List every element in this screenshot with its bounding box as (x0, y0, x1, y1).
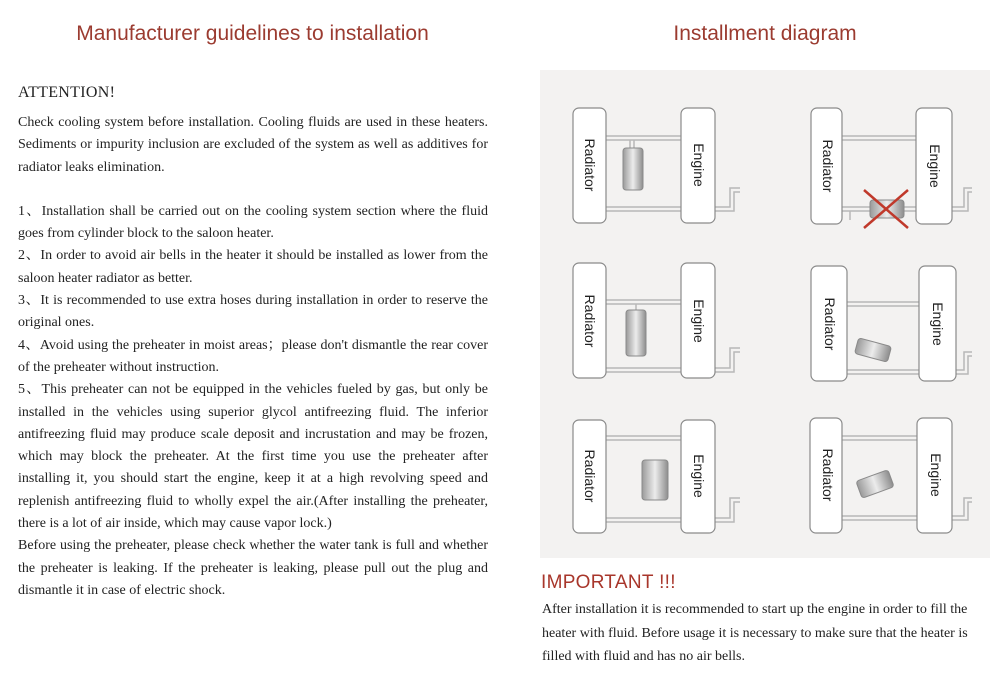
engine-label: Engine (927, 144, 943, 188)
engine-label: Engine (930, 302, 946, 346)
intro-paragraph: Check cooling system before installation. Cooling fluids are used in these heaters. Sediments or impurity inclusion are excluded of the system as well as additives for radiator leaks elimination. (18, 115, 488, 175)
diagram-svg (540, 70, 990, 558)
radiator-label: Radiator (582, 138, 598, 192)
guideline-item-3: 3、It is recommended to use extra hoses during installation in order to reserve the original ones. (18, 293, 488, 331)
important-text: After installation it is recommended to start up the engine in order to fill the heater with fluid. Before usage it is necessary to make sure that the heater is filled with fluid and has no air bells. (542, 602, 968, 664)
radiator-label: Radiator (820, 448, 836, 502)
engine-label: Engine (691, 299, 707, 343)
diagram-4 (811, 266, 972, 381)
diagram-title: Installment diagram (673, 22, 857, 45)
radiator-label: Radiator (820, 139, 836, 193)
radiator-label: Radiator (822, 297, 838, 351)
heater-unit (626, 310, 646, 356)
engine-label: Engine (691, 454, 707, 498)
heater-unit (856, 470, 894, 499)
attention-heading: ATTENTION! (18, 84, 116, 101)
diagram-2 (811, 108, 972, 228)
engine-label: Engine (928, 453, 944, 497)
diagram-5 (573, 420, 740, 533)
heater-unit (855, 338, 892, 362)
heater-unit (642, 460, 668, 500)
guideline-item-4: 4、Avoid using the preheater in moist areas；please don't dismantle the rear cover of the preheater without instruction. (18, 337, 488, 375)
important-heading: IMPORTANT !!! (541, 572, 676, 593)
guideline-item-1: 1、Installation shall be carried out on the cooling system section where the fluid goes from cylinder block to the saloon heater. (18, 203, 488, 242)
diagram-3 (573, 263, 740, 378)
diagram-1 (573, 108, 740, 223)
radiator-label: Radiator (582, 294, 598, 348)
guideline-item-2: 2、In order to avoid air bells in the heater it should be installed as lower from the saloon heater radiator as better. (18, 248, 488, 286)
engine-label: Engine (691, 143, 707, 187)
diagram-6 (810, 418, 972, 533)
usage-warning-paragraph: Before using the preheater, please check whether the water tank is full and whether the preheater is leaking. If the preheater is leaking, please pull out the plug and dismantle it in case of electric shock. (18, 538, 488, 598)
radiator-label: Radiator (582, 449, 598, 503)
installation-diagram (540, 70, 990, 558)
heater-unit (623, 148, 643, 190)
guidelines-text (18, 112, 488, 602)
guidelines-title: Manufacturer guidelines to installation (76, 22, 429, 45)
guideline-item-5: 5、This preheater can not be equipped in the vehicles fueled by gas, but only be installed in the vehicles using superior glycol antifreezing fluid. The inferior antifreezing fluid may produce scale deposit and incrustation and may be frozen, which may block the preheater. At the first time you use the preheater after installing it, you should start the engine, keep it at a high revolving speed and replenish antifreezing fluid to wholly expel the air.(After installing the preheater, there is a lot of air inside, which may cause vapor lock.) (18, 382, 488, 532)
